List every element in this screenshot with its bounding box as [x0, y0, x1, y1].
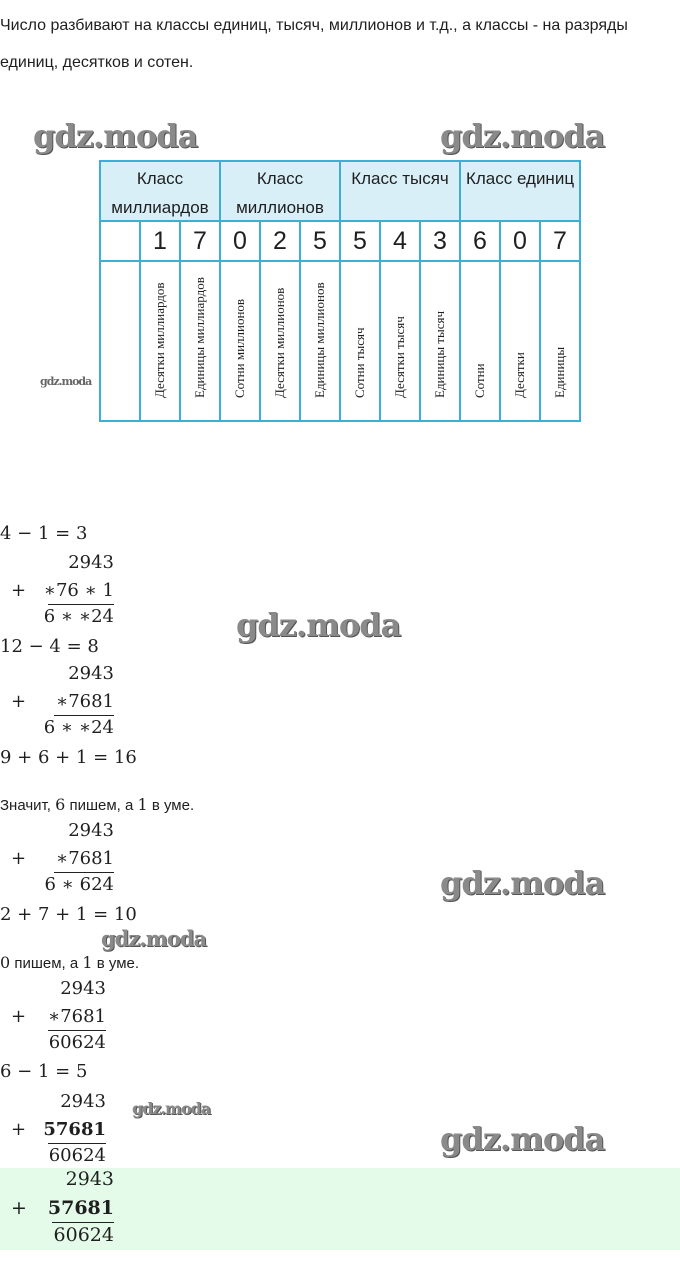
watermark: gdz.moda	[132, 1099, 211, 1118]
sum-line	[48, 1030, 106, 1031]
sum-result: 60624	[48, 1032, 106, 1053]
sum-line	[48, 1143, 106, 1144]
sum-line	[52, 1222, 114, 1223]
digit-cell: 4	[379, 220, 421, 262]
class-header: Класс тысяч	[339, 160, 461, 222]
column-addition	[0, 663, 114, 741]
rank-cell	[299, 260, 341, 422]
plus-sign: +	[11, 1006, 27, 1027]
text-part: 1	[82, 953, 93, 972]
rank-cell	[499, 260, 541, 422]
digit-cell: 5	[339, 220, 381, 262]
sum-result: 6 ∗ 624	[44, 874, 114, 895]
watermark: gdz.moda	[101, 926, 207, 951]
digit-cell: 5	[299, 220, 341, 262]
digit-cell: 1	[139, 220, 181, 262]
watermark: gdz.moda	[236, 606, 401, 644]
rank-cell	[259, 260, 301, 422]
class-header: Класс миллионов	[219, 160, 341, 222]
watermark: gdz.moda	[33, 117, 198, 155]
digit-cell: 7	[179, 220, 221, 262]
addend-top: 2943	[68, 820, 114, 841]
addend-bottom: ∗7681	[47, 1006, 106, 1027]
sum-result: 60624	[48, 1145, 106, 1166]
addend-bottom: ∗7681	[55, 848, 114, 869]
rank-label: Единицы миллиардов	[192, 277, 207, 398]
digit-cell: 0	[499, 220, 541, 262]
rank-cell	[219, 260, 261, 422]
plus-sign: +	[11, 691, 27, 712]
class-header: Класс миллиардов	[99, 160, 221, 222]
rank-cell	[459, 260, 501, 422]
rank-label: Единицы	[552, 346, 567, 398]
intro-text: Число разбивают на классы единиц, тысяч, миллионов и т.д., а классы - на разряды единиц, десятков и сотен.	[0, 17, 628, 71]
watermark: gdz.moda	[440, 1120, 605, 1158]
digit-cell: 0	[219, 220, 261, 262]
addend-top: 2943	[60, 978, 106, 999]
addend-bottom: 57681	[47, 1197, 114, 1219]
equation: 9 + 6 + 1 = 16	[0, 747, 137, 768]
text-part: 1	[137, 795, 148, 814]
rank-label: Сотни	[472, 363, 487, 398]
rank-label: Единицы тысяч	[432, 310, 447, 398]
rank-cell	[99, 260, 141, 422]
sum-line	[54, 872, 114, 873]
equation: 6 − 1 = 5	[0, 1061, 88, 1082]
rank-cell	[179, 260, 221, 422]
plus-sign: +	[11, 1119, 27, 1140]
column-addition	[0, 820, 114, 898]
text-part: пишем, а	[10, 955, 83, 972]
rank-label: Единицы миллионов	[312, 282, 327, 398]
class-header: Класс единиц	[459, 160, 581, 222]
text-part: пишем, а	[65, 797, 138, 814]
digit-cell: 2	[259, 220, 301, 262]
explanation-text	[0, 795, 194, 814]
sum-result: 60624	[53, 1224, 114, 1246]
addend-bottom: 57681	[43, 1119, 106, 1140]
equation: 4 − 1 = 3	[0, 523, 88, 544]
text-part: в уме.	[92, 955, 140, 972]
rank-cell	[339, 260, 381, 422]
rank-label: Десятки миллиардов	[152, 282, 167, 398]
column-addition-final	[0, 1168, 114, 1248]
rank-label: Десятки тысяч	[392, 316, 407, 398]
addend-top: 2943	[65, 1168, 114, 1190]
rank-cell	[379, 260, 421, 422]
watermark: gdz.moda	[40, 375, 92, 388]
text-part: в уме.	[147, 797, 195, 814]
equation: 12 − 4 = 8	[0, 636, 99, 657]
rank-cell	[419, 260, 461, 422]
sum-line	[54, 715, 114, 716]
column-addition	[0, 978, 106, 1056]
digit-cell: 7	[539, 220, 581, 262]
equation: 2 + 7 + 1 = 10	[0, 904, 137, 925]
rank-label: Десятки миллионов	[272, 287, 287, 398]
plus-sign: +	[11, 848, 27, 869]
rank-label: Десятки	[512, 352, 527, 398]
text-part: 6	[55, 795, 66, 814]
addend-top: 2943	[68, 663, 114, 684]
addend-top: 2943	[60, 1091, 106, 1112]
digit-cell: 3	[419, 220, 461, 262]
rank-label: Сотни миллионов	[232, 298, 247, 398]
place-value-table	[99, 160, 581, 422]
text-part: Значит,	[0, 797, 56, 814]
watermark: gdz.moda	[440, 864, 605, 902]
digit-cell	[99, 220, 141, 262]
plus-sign: +	[11, 580, 27, 601]
addend-bottom: ∗7681	[55, 691, 114, 712]
watermark: gdz.moda	[440, 117, 605, 155]
text-part: 0	[0, 953, 11, 972]
rank-cell	[139, 260, 181, 422]
column-addition	[0, 552, 114, 630]
digit-cell: 6	[459, 220, 501, 262]
rank-cell	[539, 260, 581, 422]
sum-result: 6 ∗ ∗24	[43, 717, 114, 738]
sum-line	[48, 604, 114, 605]
plus-sign: +	[11, 1197, 27, 1219]
explanation-text	[0, 953, 139, 972]
addend-top: 2943	[68, 552, 114, 573]
sum-result: 6 ∗ ∗24	[43, 606, 114, 627]
addend-bottom: ∗76 ∗ 1	[43, 580, 114, 601]
rank-label: Сотни тысяч	[352, 327, 367, 398]
column-addition	[0, 1091, 106, 1169]
